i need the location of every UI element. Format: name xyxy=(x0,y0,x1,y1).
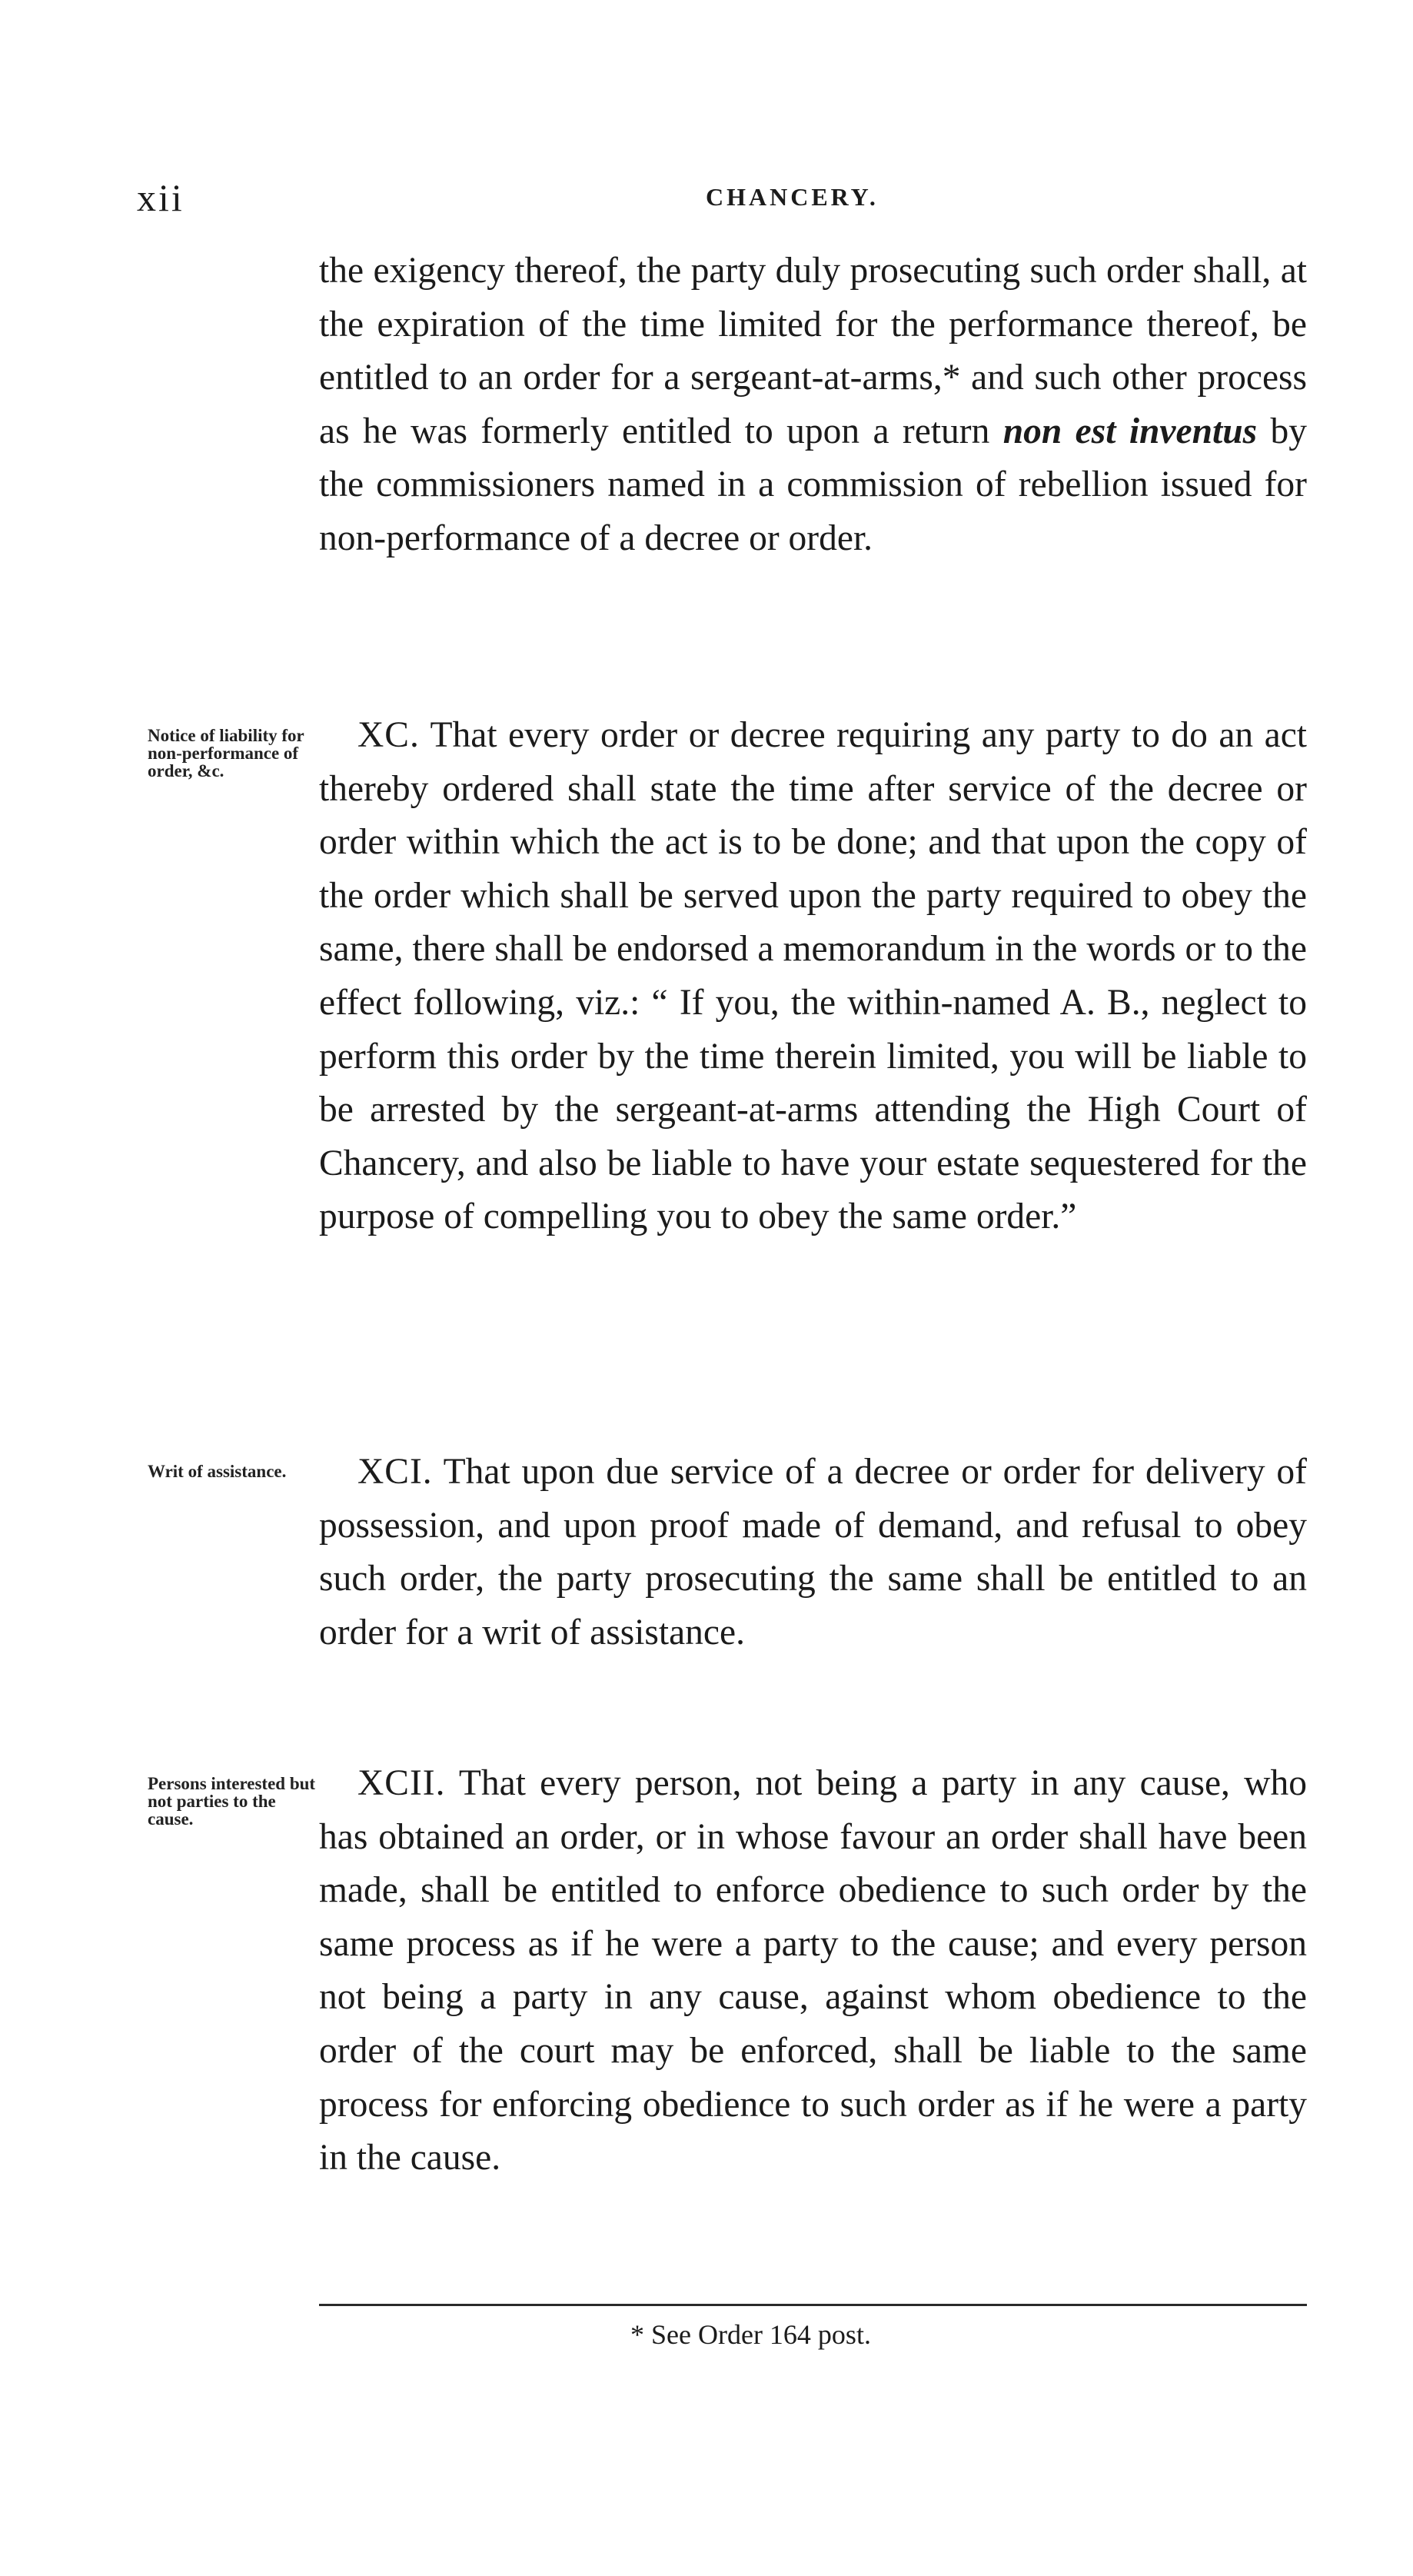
paragraph-continuation xyxy=(319,245,1307,566)
footnote-rule xyxy=(319,2304,1307,2306)
side-note-notice-of-liability: Notice of liability for non-performance of order, &c. xyxy=(148,726,304,780)
side-note-writ-of-assistance: Writ of assistance. xyxy=(148,1462,287,1481)
paragraph-text-after: by the commissioners named in a commission of rebellion issued for non-performance of a decree or order. xyxy=(319,411,1307,558)
section-number: XCI. xyxy=(357,1452,433,1492)
page-number: xii xyxy=(137,176,185,219)
latin-phrase: non est inventus xyxy=(1002,411,1258,451)
paragraph-xci xyxy=(319,1446,1307,1659)
paragraph-text: the exigency thereof, the party duly prosecuting such order shall, at the expiration of the time limited for the performance thereof, be entitled to an order for a sergeant-at-arms,* and such other process as he was formerly entitled to upon a return xyxy=(319,251,1307,451)
paragraph-text: That every person, not being a party in any cause, who has obtained an order, or in whose favour an order shall have been made, shall be entitled to enforce obedience to such order by the same process as if he were a party to the cause; and every person not being a party in any cause, against whom obedience to the order of the court may be enforced, shall be liable to the same process for enforcing obedience to such order as if he were a party in the cause. xyxy=(319,1763,1307,2178)
section-number: XC. xyxy=(357,715,420,755)
paragraph-text: That upon due service of a decree or order for delivery of possession, and upon proof made of demand, and refusal to obey such order, the party prosecuting the same shall be entitled to an order for a writ of assistance. xyxy=(319,1452,1307,1652)
page-header xyxy=(137,175,1305,229)
paragraph-xc xyxy=(319,709,1307,1244)
section-number: XCII. xyxy=(357,1763,446,1803)
paragraph-text: That every order or decree requiring any party to do an act thereby ordered shall state the time after service of the decree or order within which the act is to be done; and that upon the copy of the order which shall be served upon the party required to obey the same, there shall be endorsed a memorandum in the words or to the effect following, viz.: “ If you, the within-named A. B., neglect to perform this order by the time therein limited, you will be liable to be arrested by the sergeant-at-arms attending the High Court of Chancery, and also be liable to have your estate sequestered for the purpose of compelling you to obey the same order.” xyxy=(319,715,1307,1237)
paragraph-xcii xyxy=(319,1757,1307,2185)
footnote: * See Order 164 post. xyxy=(630,2319,871,2350)
running-head: CHANCERY. xyxy=(706,183,879,211)
side-note-persons-interested: Persons interested but not parties to the cause. xyxy=(148,1774,316,1829)
